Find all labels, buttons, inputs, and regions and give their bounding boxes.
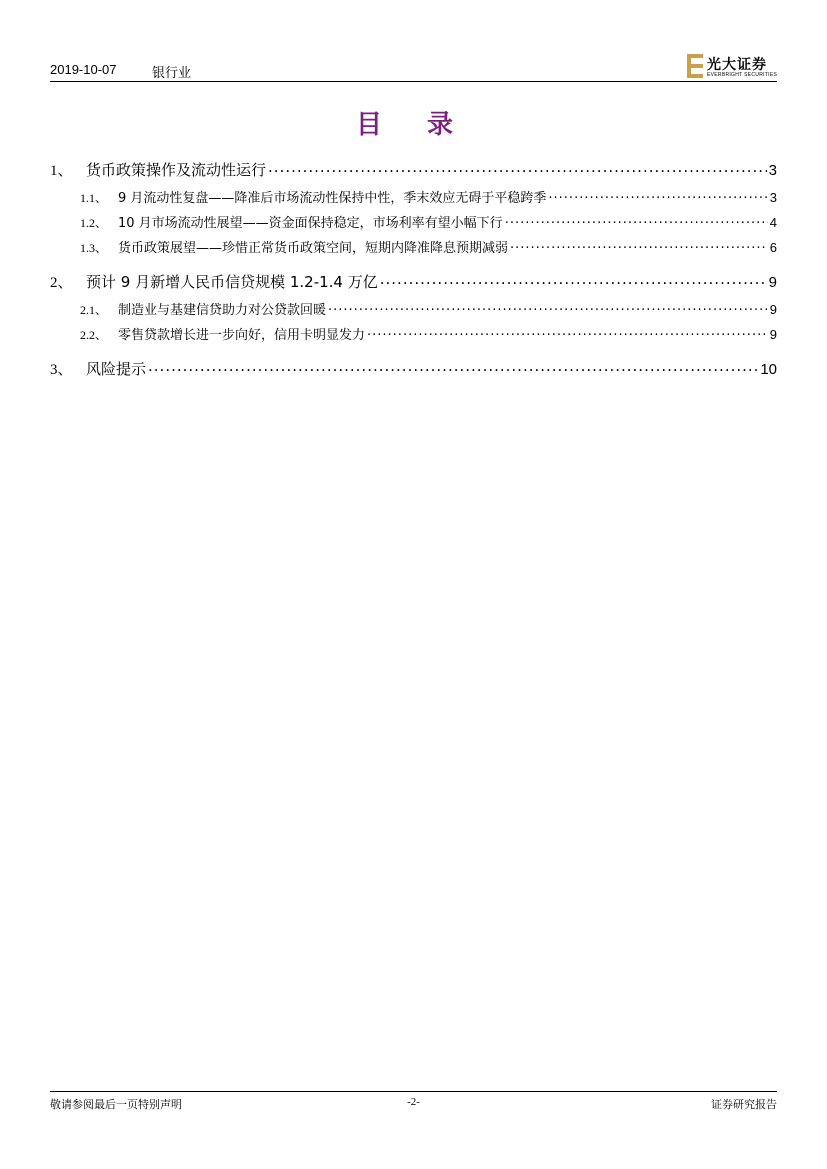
toc-entry-number: 1.2、 [80, 216, 108, 230]
disclaimer-note: 敬请参阅最后一页特别声明 [50, 1098, 182, 1111]
toc-entry-2-1[interactable] [80, 299, 777, 318]
toc-entry-page: 3 [768, 162, 777, 179]
toc-leader-dots [548, 189, 767, 202]
toc-leader-dots [510, 239, 768, 252]
toc-entry-1-2[interactable] [80, 212, 777, 231]
toc-entry-page: 6 [769, 240, 777, 255]
toc-entry-title: 货币政策展望——珍惜正常货币政策空间，短期内降准降息预期减弱 [118, 241, 509, 256]
logo-english-name: EVERBRIGHT SECURITIES [707, 72, 778, 78]
report-date: 2019-10-07 [50, 62, 117, 77]
page-header [50, 52, 777, 82]
toc-entry-title: 风险提示 [86, 360, 147, 378]
toc-entry-page: 10 [760, 361, 777, 378]
toc-entry-number: 1、 [50, 163, 73, 179]
toc-leader-dots [148, 359, 758, 374]
toc-entry-1[interactable] [50, 159, 777, 180]
toc-leader-dots [268, 160, 767, 175]
toc-entry-number: 1.3、 [80, 241, 108, 255]
toc-entry-2[interactable] [50, 271, 777, 292]
toc-entry-number: 3、 [50, 362, 73, 378]
toc-entry-1-3[interactable] [80, 237, 777, 256]
toc-entry-number: 2、 [50, 275, 73, 291]
everbright-logo-icon [687, 54, 703, 78]
toc-entry-number: 2.2、 [80, 328, 108, 342]
footer-divider [50, 1091, 777, 1092]
toc-entry-title: 10 月市场流动性展望——资金面保持稳定，市场利率有望小幅下行 [118, 216, 503, 231]
toc-title: 目 录 [355, 110, 472, 140]
toc-entry-title: 预计 9 月新增人民币信贷规模 1.2-1.4 万亿 [86, 273, 378, 291]
toc-entry-page: 9 [768, 274, 777, 291]
toc-entry-3[interactable] [50, 358, 777, 379]
toc-entry-page: 9 [769, 302, 777, 317]
logo-chinese-name: 光大证券 [707, 57, 767, 73]
industry-label: 银行业 [152, 66, 192, 81]
header-divider [50, 81, 777, 82]
toc-entry-page: 9 [769, 327, 777, 342]
toc-entry-number: 2.1、 [80, 303, 108, 317]
report-type: 证券研究报告 [711, 1098, 777, 1111]
toc-entry-title: 制造业与基建信贷助力对公贷款回暖 [118, 303, 327, 318]
everbright-logo [687, 52, 777, 82]
page-number: -2- [407, 1096, 420, 1108]
toc-entry-2-2[interactable] [80, 324, 777, 343]
toc-entry-title: 货币政策操作及流动性运行 [86, 161, 267, 179]
toc-entry-title: 9 月流动性复盘——降准后市场流动性保持中性，季末效应无碍于平稳跨季 [118, 191, 547, 206]
toc-entry-1-1[interactable] [80, 187, 777, 206]
toc-leader-dots [505, 214, 768, 227]
toc-leader-dots [380, 272, 767, 287]
toc-entry-number: 1.1、 [80, 191, 108, 205]
toc-leader-dots [328, 301, 768, 314]
toc-entry-title: 零售贷款增长进一步向好，信用卡明显发力 [118, 328, 366, 343]
toc-leader-dots [367, 326, 768, 339]
toc-entry-page: 3 [769, 190, 777, 205]
toc-entry-page: 4 [769, 215, 777, 230]
